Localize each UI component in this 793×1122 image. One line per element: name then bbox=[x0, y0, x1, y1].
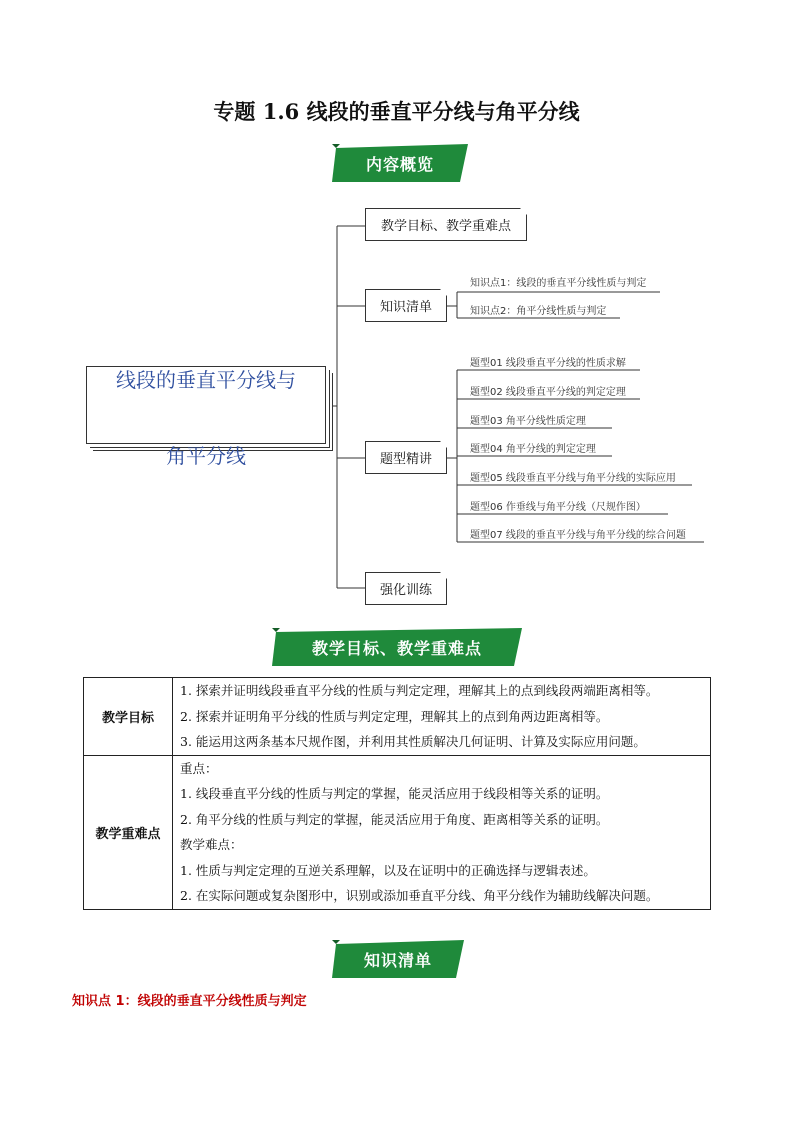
banner-goals bbox=[272, 628, 522, 666]
keypoints-line: 教学难点： bbox=[180, 837, 243, 852]
mindmap-leaf: 题型04 角平分线的判定定理 bbox=[470, 444, 596, 455]
mindmap-node-goals-label: 教学目标、教学重难点 bbox=[380, 219, 511, 234]
mindmap-node-training-label: 强化训练 bbox=[379, 583, 432, 598]
mindmap-leaf: 题型03 角平分线性质定理 bbox=[470, 416, 586, 427]
keypoints-head: 教学重难点 bbox=[84, 755, 173, 909]
mindmap-node-types-label: 题型精讲 bbox=[379, 452, 432, 467]
mindmap-root-line2: 角平分线 bbox=[166, 444, 246, 468]
mindmap-leaf: 题型05 线段垂直平分线与角平分线的实际应用 bbox=[470, 473, 676, 484]
banner-overview-label: 内容概览 bbox=[365, 154, 434, 174]
mindmap-leaf: 知识点1：线段的垂直平分线性质与判定 bbox=[470, 278, 647, 289]
mindmap-node-knowledge-label: 知识清单 bbox=[379, 300, 432, 315]
mindmap-leaf: 题型06 作垂线与角平分线（尺规作图） bbox=[470, 502, 646, 513]
banner-goals-label: 教学目标、教学重难点 bbox=[311, 638, 482, 658]
keypoints-line: 重点： bbox=[180, 760, 218, 776]
goals-table bbox=[83, 677, 711, 910]
mindmap-leaf: 题型02 线段垂直平分线的判定定理 bbox=[470, 387, 626, 398]
keypoints-line: 2. 在实际问题或复杂图形中，识别或添加垂直平分线、角平分线作为辅助线解决问题。 bbox=[180, 888, 659, 903]
mindmap-leaf: 题型01 线段垂直平分线的性质求解 bbox=[470, 358, 626, 369]
keypoints-line: 1. 线段垂直平分线的性质与判定的掌握，能灵活应用于线段相等关系的证明。 bbox=[180, 786, 609, 801]
knowledge-point-heading: 知识点 1：线段的垂直平分线性质与判定 bbox=[72, 994, 307, 1009]
mindmap-leaf: 知识点2：角平分线性质与判定 bbox=[470, 306, 607, 317]
page-title: 专题 1.6 线段的垂直平分线与角平分线 bbox=[213, 99, 580, 124]
mindmap-node-types bbox=[365, 441, 447, 474]
goals-head: 教学目标 bbox=[84, 678, 173, 756]
mindmap-root-line1: 线段的垂直平分线与 bbox=[116, 368, 296, 392]
goals-line: 2. 探索并证明角平分线的性质与判定定理，理解其上的点到角两边距离相等。 bbox=[180, 708, 609, 724]
keypoints-cell bbox=[173, 755, 711, 909]
goals-line: 3. 能运用这两条基本尺规作图，并利用其性质解决几何证明、计算及实际应用问题。 bbox=[180, 734, 646, 749]
mindmap-leaf: 题型07 线段的垂直平分线与角平分线的综合问题 bbox=[470, 530, 686, 541]
banner-knowledge bbox=[332, 940, 464, 978]
goals-line: 1. 探索并证明线段垂直平分线的性质与判定定理，理解其上的点到线段两端距离相等。 bbox=[180, 683, 659, 698]
keypoints-line: 2. 角平分线的性质与判定的掌握，能灵活应用于角度、距离相等关系的证明。 bbox=[180, 811, 609, 827]
banner-knowledge-label: 知识清单 bbox=[363, 950, 432, 970]
mindmap-root bbox=[86, 366, 326, 468]
mindmap-node-goals bbox=[365, 208, 527, 241]
mindmap-node-knowledge bbox=[365, 289, 447, 322]
keypoints-line: 1. 性质与判定定理的互逆关系理解，以及在证明中的正确选择与逻辑表述。 bbox=[180, 862, 596, 878]
goals-cell bbox=[173, 678, 711, 756]
banner-overview bbox=[332, 144, 468, 182]
mindmap-node-training bbox=[365, 572, 447, 605]
table-row bbox=[84, 678, 711, 756]
table-row bbox=[84, 755, 711, 909]
